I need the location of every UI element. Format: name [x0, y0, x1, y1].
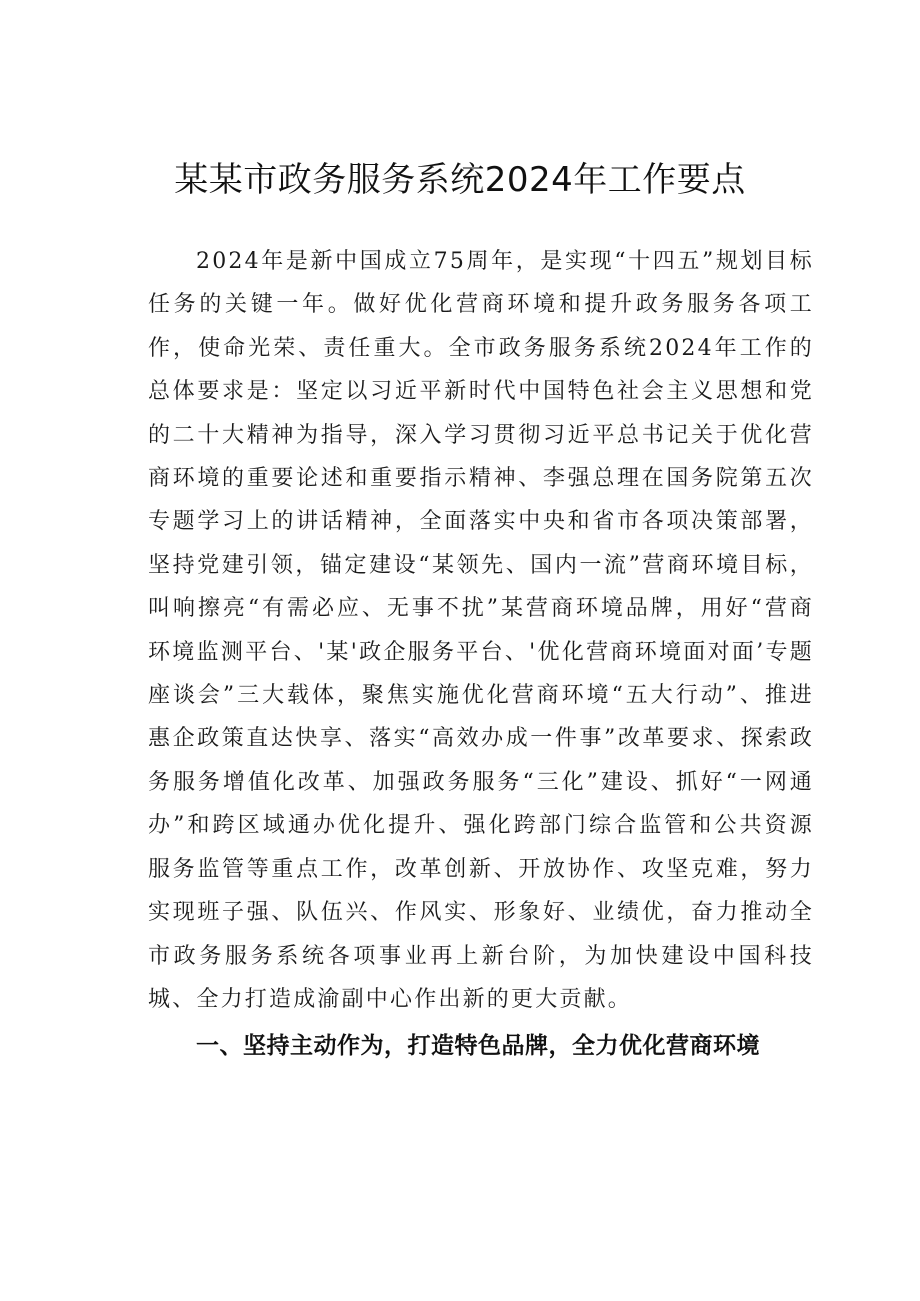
- section-heading: 一、坚持主动作为，打造特色品牌，全力优化营商环境: [196, 1033, 760, 1059]
- document-title: 某某市政务服务系统2024年工作要点: [174, 160, 746, 200]
- intro-paragraph: 2024年是新中国成立75周年，是实现“十四五”规划目标任务的关键一年。做好优化营商环境和提升政务服务各项工作，使命光荣、责任重大。全市政务服务系统2024年工作的总体要求是：坚定以习近平新时代中国特色社会主义思想和党的二十大精神为指导，深入学习贯彻习近平总书记关于优化营商环境的重要论述和重要指示精神、李强总理在国务院第五次专题学习上的讲话精神，全面落实中央和省市各项决策部署，坚持党建引领，锚定建设“某领先、国内一流”营商环境目标，叫响擦亮“有需必应、无事不扰”某营商环境品牌，用好“营商环境监测平台、'某'政企服务平台、'优化营商环境面对面’专题座谈会”三大载体，聚焦实施优化营商环境“五大行动”、推进惠企政策直达快享、落实“高效办成一件事”改革要求、探索政务服务增值化改革、加强政务服务“三化”建设、抓好“一网通办”和跨区域通办优化提升、强化跨部门综合监管和公共资源服务监管等重点工作，改革创新、开放协作、攻坚克难，努力实现班子强、队伍兴、作风实、形象好、业绩优，奋力推动全市政务服务系统各项事业再上新台阶，为加快建设中国科技城、全力打造成渝副中心作出新的更大贡献。: [148, 249, 814, 1012]
